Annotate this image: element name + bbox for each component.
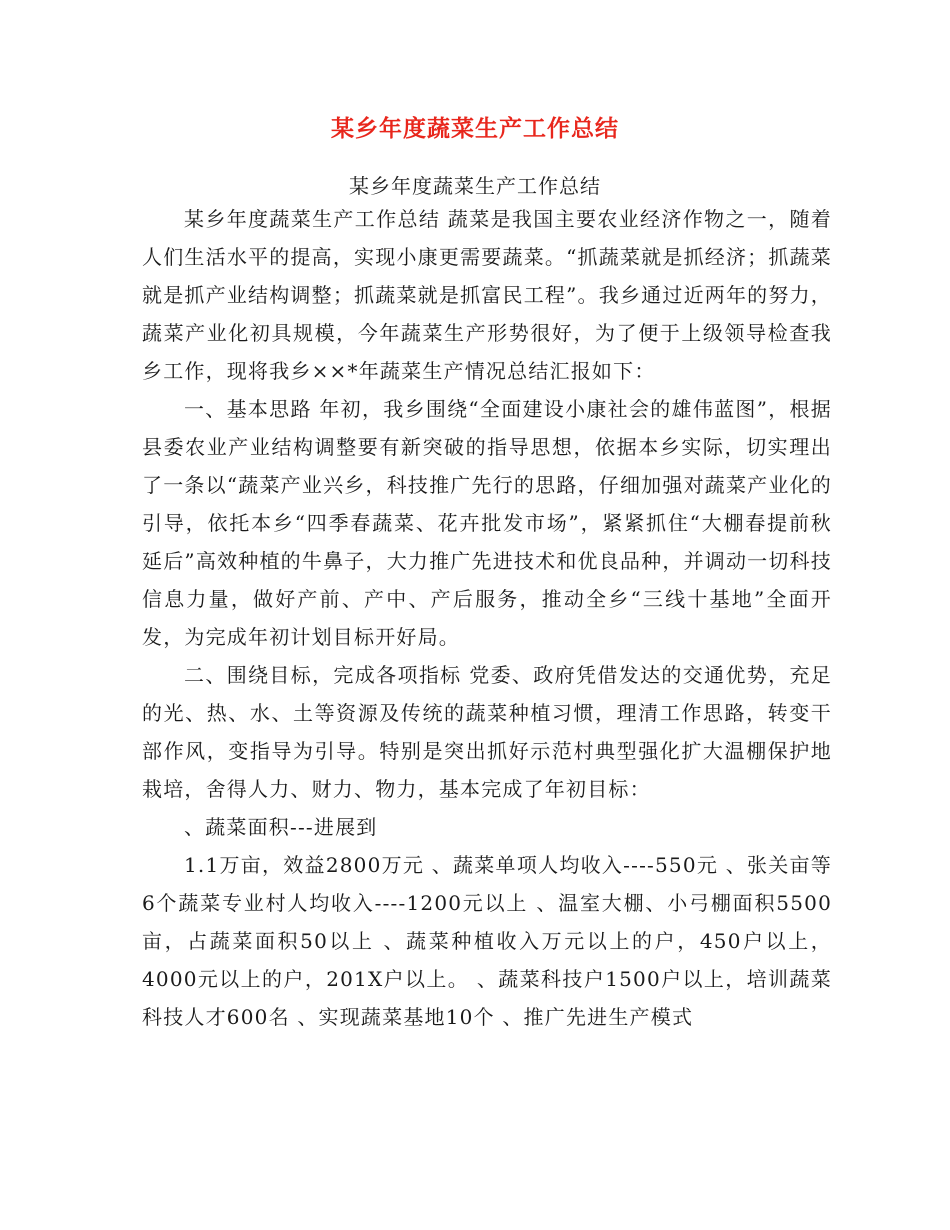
document-title: 某乡年度蔬菜生产工作总结: [331, 116, 619, 142]
paragraph-targets: 二、围绕目标，完成各项指标 党委、政府凭借发达的交通优势，充足的光、热、水、土等资源及传统的蔬菜种植习惯，理清工作思路，转变干部作风，变指导为引导。特别是突出抓好示范村典型强化扩大温棚保护地栽培，舍得人力、财力、物力，基本完成了年初目标：: [142, 663, 832, 801]
paragraph-basic-approach: 一、基本思路 年初，我乡围绕“全面建设小康社会的雄伟蓝图”，根据县委农业产业结构调整要有新突破的指导思想，依据本乡实际，切实理出了一条以“蔬菜产业兴乡，科技推广先行的思路，仔细加强对蔬菜产业化的引导，依托本乡“四季春蔬菜、花卉批发市场”，紧紧抓住“大棚春提前秋延后”高效种植的牛鼻子，大力推广先进技术和优良品种，并调动一切科技信息力量，做好产前、产中、产后服务，推动全乡“三线十基地”全面开发，为完成年初计划目标开好局。: [142, 397, 832, 649]
paragraph-intro: 某乡年度蔬菜生产工作总结 蔬菜是我国主要农业经济作物之一，随着人们生活水平的提高，实现小康更需要蔬菜。“抓蔬菜就是抓经济；抓蔬菜就是抓产业结构调整；抓蔬菜就是抓富民工程”。我乡通过近两年的努力，蔬菜产业化初具规模，今年蔬菜生产形势很好，为了便于上级领导检查我乡工作，现将我乡××*年蔬菜生产情况总结汇报如下：: [142, 207, 832, 383]
document-subtitle: 某乡年度蔬菜生产工作总结: [349, 174, 601, 198]
paragraph-vegetable-area: 、蔬菜面积---进展到: [184, 815, 378, 839]
document-body: [142, 200, 832, 1036]
paragraph-indicators: 1.1万亩，效益2800万元 、蔬菜单项人均收入----550元 、张关亩等6个蔬菜专业村人均收入----1200元以上 、温室大棚、小弓棚面积5500亩，占蔬菜面积50以上 、蔬菜种植收入万元以上的户，450户以上，4000元以上的户，201X户以上。 、蔬菜科技户1500户以上，培训蔬菜科技人才600名 、实现蔬菜基地10个 、推广先进生产模式: [142, 853, 832, 1029]
